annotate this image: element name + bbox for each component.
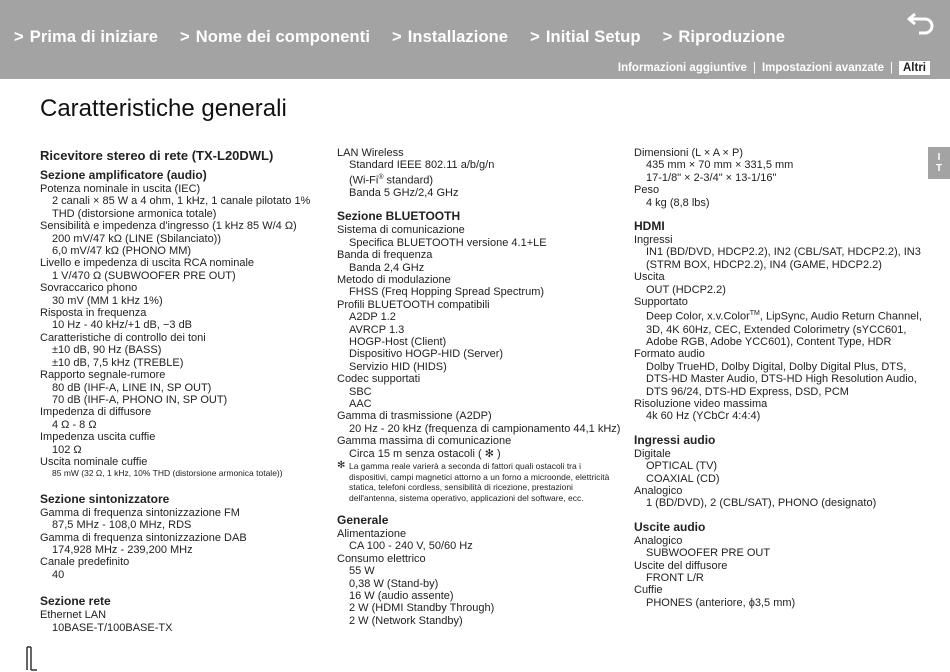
column-1 xyxy=(40,147,325,634)
nav-installazione[interactable]: > Installazione xyxy=(392,28,509,46)
main-nav xyxy=(14,28,807,47)
nav-initial-setup[interactable]: > Initial Setup xyxy=(530,28,641,46)
spec-value: SUBWOOFER PRE OUT xyxy=(646,547,771,560)
spec-label: Impedenza uscita cuffie xyxy=(40,431,156,444)
column-3 xyxy=(634,147,929,609)
spec-value: Servizio HID (HIDS) xyxy=(349,360,447,373)
spec-label: Digitale xyxy=(634,447,671,460)
spec-value: CA 100 - 240 V, 50/60 Hz xyxy=(349,540,473,553)
spec-list xyxy=(337,147,622,172)
section-title-general: Generale xyxy=(337,513,389,527)
spec-value: 3D, 4K 60Hz, CEC, Extended Colorimetry (sYCC601, xyxy=(646,323,907,336)
spec-label: Profili BLUETOOTH compatibili xyxy=(337,298,490,311)
spec-label: Impedenza di diffusore xyxy=(40,406,152,419)
spec-value: Circa 15 m senza ostacoli ( ✻ ) xyxy=(349,447,501,460)
spec-value: 30 mV (MM 1 kHz 1%) xyxy=(52,294,163,307)
spec-value: 200 mV/47 kΩ (LINE (Sbilanciato)) xyxy=(52,232,222,245)
spec-value: DTS 96/24, DTS-HD Express, DSD, PCM xyxy=(646,385,849,398)
nav-prima-di-iniziare[interactable]: > Prima di iniziare xyxy=(14,28,158,46)
spec-label: Ethernet LAN xyxy=(40,609,107,622)
spec-value: FRONT L/R xyxy=(646,572,704,585)
spec-value: 85 mW (32 Ω, 1 kHz, 10% THD (distorsione armonica totale)) xyxy=(52,468,283,479)
header-bar xyxy=(0,0,950,79)
spec-value: A2DP 1.2 xyxy=(349,311,396,324)
nav-nome-dei-componenti[interactable]: > Nome dei componenti xyxy=(180,28,370,46)
spec-value: IN1 (BD/DVD, HDCP2.2), IN2 (CBL/SAT, HDCP2.2), IN3 xyxy=(646,246,921,259)
spec-value: FHSS (Freq Hopping Spread Spectrum) xyxy=(349,286,545,299)
spec-label: Gamma di trasmissione (A2DP) xyxy=(337,410,492,423)
spec-value: ±10 dB, 7,5 kHz (TREBLE) xyxy=(52,356,184,369)
spec-value: THD (distorsione armonica totale) xyxy=(52,207,217,220)
section-title-audio-inputs: Ingressi audio xyxy=(634,432,716,447)
spec-value: 10 Hz - 40 kHz/+1 dB, −3 dB xyxy=(52,319,193,332)
spec-label: LAN Wireless xyxy=(337,147,404,159)
spec-value: 4k 60 Hz (YCbCr 4:4:4) xyxy=(646,410,761,423)
spec-value: (STRM BOX, HDCP2.2), IN4 (GAME, HDCP2.2) xyxy=(646,258,882,271)
column-2 xyxy=(337,147,622,627)
spec-value: 1 (BD/DVD), 2 (CBL/SAT), PHONO (designato) xyxy=(646,497,877,510)
spec-value: Banda 5 GHz/2,4 GHz xyxy=(349,186,459,199)
spec-value: 174,928 MHz - 239,200 MHz xyxy=(52,544,193,557)
language-tab-letter: T xyxy=(935,163,943,174)
spec-value: Banda 2,4 GHz xyxy=(349,261,425,274)
spec-value: 2 canali × 85 W a 4 ohm, 1 kHz, 1 canale pilotato 1% xyxy=(52,195,311,208)
spec-label: Risoluzione video massima xyxy=(634,397,768,410)
spec-value: 70 dB (IHF-A, PHONO IN, SP OUT) xyxy=(52,393,228,406)
spec-value: 17-1/8" × 2-3/4" × 13-1/16" xyxy=(646,171,777,184)
spec-value: 4 kg (8,8 lbs) xyxy=(646,196,710,209)
spec-label: Codec supportati xyxy=(337,373,421,386)
spec-value: 40 xyxy=(52,568,65,581)
subnav-impostazioni-avanzate[interactable]: Impostazioni avanzate xyxy=(761,62,884,74)
spec-label: Uscita xyxy=(634,271,665,284)
spec-value: 0,38 W (Stand-by) xyxy=(349,577,439,590)
spec-value: ±10 dB, 90 Hz (BASS) xyxy=(52,344,162,357)
spec-label: Ingressi xyxy=(634,234,673,247)
spec-value: Dispositivo HOGP-HID (Server) xyxy=(349,348,504,361)
spec-label: Peso xyxy=(634,184,660,197)
spec-value: Dolby TrueHD, Dolby Digital, Dolby Digital Plus, DTS, xyxy=(646,360,907,373)
section-title-amplifier: Sezione amplificatore (audio) xyxy=(40,168,207,182)
spec-list xyxy=(40,507,325,581)
spec-value: AVRCP 1.3 xyxy=(349,323,405,336)
spec-value: 16 W (audio assente) xyxy=(349,590,454,603)
spec-value: 2 W (HDMI Standby Through) xyxy=(349,602,495,615)
spec-list xyxy=(634,448,929,510)
spec-value: HOGP-Host (Client) xyxy=(349,335,447,348)
spec-value: SBC xyxy=(349,385,372,398)
spec-value: AAC xyxy=(349,397,372,410)
spec-value: Standard IEEE 802.11 a/b/g/n xyxy=(349,159,495,172)
spec-label: Gamma di frequenza sintonizzazione DAB xyxy=(40,531,247,544)
subnav-altri[interactable]: Altri xyxy=(899,61,930,75)
spec-list xyxy=(337,224,622,460)
page-title: Caratteristiche generali xyxy=(40,95,287,122)
spec-label: Canale predefinito xyxy=(40,556,130,569)
section-title-network: Sezione rete xyxy=(40,594,111,609)
language-tab[interactable] xyxy=(928,147,950,179)
spec-value: OUT (HDCP2.2) xyxy=(646,283,726,296)
spec-label: Metodo di modulazione xyxy=(337,273,451,286)
spec-value: 80 dB (IHF-A, LINE IN, SP OUT) xyxy=(52,381,212,394)
spec-label: Gamma di frequenza sintonizzazione FM xyxy=(40,506,240,519)
spec-label: Uscita nominale cuffie xyxy=(40,455,148,468)
spec-list xyxy=(40,609,325,634)
section-title-hdmi: HDMI xyxy=(634,219,665,234)
page-number-mark xyxy=(24,645,40,672)
spec-value: PHONES (anteriore, ϕ3,5 mm) xyxy=(646,596,796,609)
spec-value: 6,0 mV/47 kΩ (PHONO MM) xyxy=(52,245,192,258)
spec-value: Adobe RGB, Adobe YCC601), Content Type, HDR xyxy=(646,335,892,348)
spec-label: Livello e impedenza di uscita RCA nominale xyxy=(40,257,255,270)
spec-value: (Wi-Fi® standard) xyxy=(349,173,434,187)
spec-value: 20 Hz - 20 kHz (frequenza di campionamento 44,1 kHz) xyxy=(349,422,621,435)
spec-label: Uscite del diffusore xyxy=(634,559,728,572)
spec-label: Gamma massima di comunicazione xyxy=(337,435,512,448)
spec-label: Risposta in frequenza xyxy=(40,307,147,320)
section-title-bluetooth: Sezione BLUETOOTH xyxy=(337,209,461,224)
product-title: Ricevitore stereo di rete (TX-L20DWL) xyxy=(40,148,274,163)
spec-value: Deep Color, x.v.Color™, LipSync, Audio Return Channel, xyxy=(646,310,922,324)
spec-label: Sovraccarico phono xyxy=(40,282,138,295)
section-title-audio-outputs: Uscite audio xyxy=(634,519,706,534)
subnav-informazioni-aggiuntive[interactable]: Informazioni aggiuntive xyxy=(617,62,747,74)
spec-value: OPTICAL (TV) xyxy=(646,460,718,473)
asterisk-icon: ✻ xyxy=(337,460,346,471)
spec-list xyxy=(634,147,929,209)
spec-label: Analogico xyxy=(634,485,683,497)
spec-label: Dimensioni (L × A × P) xyxy=(634,147,744,159)
spec-value: COAXIAL (CD) xyxy=(646,472,720,485)
spec-value: 4 Ω - 8 Ω xyxy=(52,418,97,431)
spec-value: 102 Ω xyxy=(52,443,82,456)
spec-value: 55 W xyxy=(349,565,375,578)
nav-riproduzione[interactable]: > Riproduzione xyxy=(662,28,785,46)
spec-label: Cuffie xyxy=(634,584,663,597)
spec-label: Sensibilità e impedenza d'ingresso (1 kHz 85 W/4 Ω) xyxy=(40,220,297,233)
footnote xyxy=(337,461,622,503)
spec-value: 2 W (Network Standby) xyxy=(349,614,463,627)
spec-label: Alimentazione xyxy=(337,528,407,540)
sub-nav: Informazioni aggiuntive | Impostazioni avanzate | Altri xyxy=(618,62,930,74)
back-arrow-icon[interactable] xyxy=(905,8,939,36)
section-title-tuner: Sezione sintonizzatore xyxy=(40,491,170,506)
spec-list xyxy=(337,528,622,627)
language-tab-letter: I xyxy=(937,152,941,163)
spec-list xyxy=(634,234,929,296)
spec-label: Caratteristiche di controllo dei toni xyxy=(40,331,206,344)
spec-list xyxy=(634,535,929,609)
spec-label: Analogico xyxy=(634,534,683,547)
spec-label: Sistema di comunicazione xyxy=(337,224,465,237)
spec-label: Banda di frequenza xyxy=(337,249,433,262)
spec-value: 1 V/470 Ω (SUBWOOFER PRE OUT) xyxy=(52,269,236,282)
spec-value: 87,5 MHz - 108,0 MHz, RDS xyxy=(52,519,192,532)
spec-value: Specifica BLUETOOTH versione 4.1+LE xyxy=(349,236,547,249)
footnote-text: La gamma reale varierà a seconda di fattori quali ostacoli tra i dispositivi, campi magnetici attorno a un forno a microonde, elettricità statica, telefoni cordless, sensibilità di ricezione, prestazioni dell'antenna, sistema operativo, applicazioni del software, ecc. xyxy=(349,461,610,503)
spec-value: 10BASE-T/100BASE-TX xyxy=(52,621,173,634)
spec-list xyxy=(40,183,325,468)
spec-label: Consumo elettrico xyxy=(337,552,426,565)
spec-label: Rapporto segnale-rumore xyxy=(40,369,166,382)
spec-label: Formato audio xyxy=(634,348,705,361)
spec-list xyxy=(634,348,929,422)
spec-label: Potenza nominale in uscita (IEC) xyxy=(40,183,201,195)
spec-value: 435 mm × 70 mm × 331,5 mm xyxy=(646,159,794,172)
spec-value: DTS-HD Master Audio, DTS-HD High Resolution Audio, xyxy=(646,373,917,386)
spec-label: Supportato xyxy=(634,296,688,309)
